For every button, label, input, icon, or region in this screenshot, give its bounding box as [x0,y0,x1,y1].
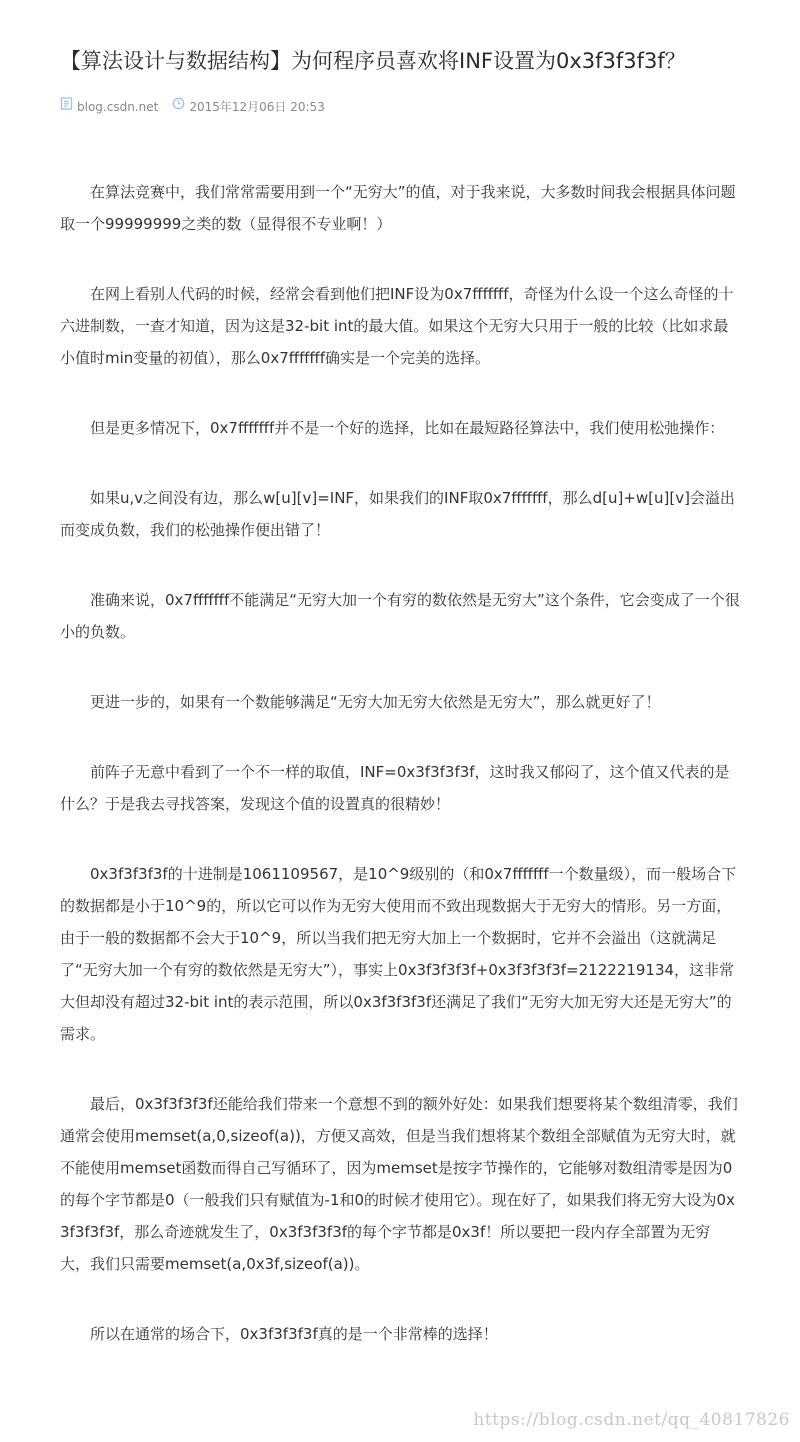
article-body [60,176,740,1388]
paragraph: 在网上看别人代码的时候，经常会看到他们把INF设为0x7fffffff，奇怪为什么设一个这么奇怪的十六进制数，一查才知道，因为这是32-bit int的最大值。如果这个无穷大只用于一般的比较（比如求最小值时min变量的初值），那么0x7fffffff确实是一个完美的选择。 [60,285,734,367]
clock-icon [172,96,185,116]
article-meta [60,96,325,116]
document-icon [60,96,73,116]
paragraph: 在算法竞赛中，我们常常需要用到一个“无穷大”的值，对于我来说，大多数时间我会根据具体问题取一个99999999之类的数（显得很不专业啊！） [60,183,736,233]
paragraph: 但是更多情况下，0x7fffffff并不是一个好的选择，比如在最短路径算法中，我们使用松弛操作： [90,419,725,437]
paragraph: 所以在通常的场合下，0x3f3f3f3f真的是一个非常棒的选择！ [90,1325,498,1343]
article-title: 【算法设计与数据结构】为何程序员喜欢将INF设置为0x3f3f3f3f？ [60,49,686,73]
paragraph: 更进一步的，如果有一个数能够满足“无穷大加无穷大依然是无穷大”，那么就更好了！ [90,693,661,711]
paragraph: 准确来说，0x7fffffff不能满足“无穷大加一个有穷的数依然是无穷大”这个条件，它会变成了一个很小的负数。 [60,591,740,641]
paragraph: 最后，0x3f3f3f3f还能给我们带来一个意想不到的额外好处：如果我们想要将某个数组清零，我们通常会使用memset(a,0,sizeof(a))，方便又高效，但是当我们想将某个数组全部赋值为无穷大时，就不能使用memset函数而得自己写循环了，因为memset是按字节操作的，它能够对数组清零是因为0的每个字节都是0（一般我们只有赋值为-1和0的时候才使用它）。现在好了，如果我们将无穷大设为0x3f3f3f3f，那么奇迹就发生了，0x3f3f3f3f的每个字节都是0x3f！所以要把一段内存全部置为无穷大，我们只需要memset(a,0x3f,sizeof(a))。 [60,1095,738,1273]
paragraph: 0x3f3f3f3f的十进制是1061109567，是10^9级别的（和0x7fffffff一个数量级），而一般场合下的数据都是小于10^9的，所以它可以作为无穷大使用而不致出现数据大于无穷大的情形。另一方面，由于一般的数据都不会大于10^9，所以当我们把无穷大加上一个数据时，它并不会溢出（这就满足了“无穷大加一个有穷的数依然是无穷大”），事实上0x3f3f3f3f+0x3f3f3f3f=2122219134，这非常大但却没有超过32-bit int的表示范围，所以0x3f3f3f3f还满足了我们“无穷大加无穷大还是无穷大”的需求。 [60,865,737,1043]
paragraph: 如果u,v之间没有边，那么w[u][v]=INF，如果我们的INF取0x7fffffff，那么d[u]+w[u][v]会溢出而变成负数，我们的松弛操作便出错了！ [60,489,735,539]
article-source[interactable]: blog.csdn.net [77,99,159,114]
watermark: https://blog.csdn.net/qq_40817826 [473,1410,790,1430]
article-date: 2015年12月06日 20:53 [189,99,325,114]
paragraph: 前阵子无意中看到了一个不一样的取值，INF=0x3f3f3f3f，这时我又郁闷了，这个值又代表的是什么？于是我去寻找答案，发现这个值的设置真的很精妙！ [60,763,730,813]
